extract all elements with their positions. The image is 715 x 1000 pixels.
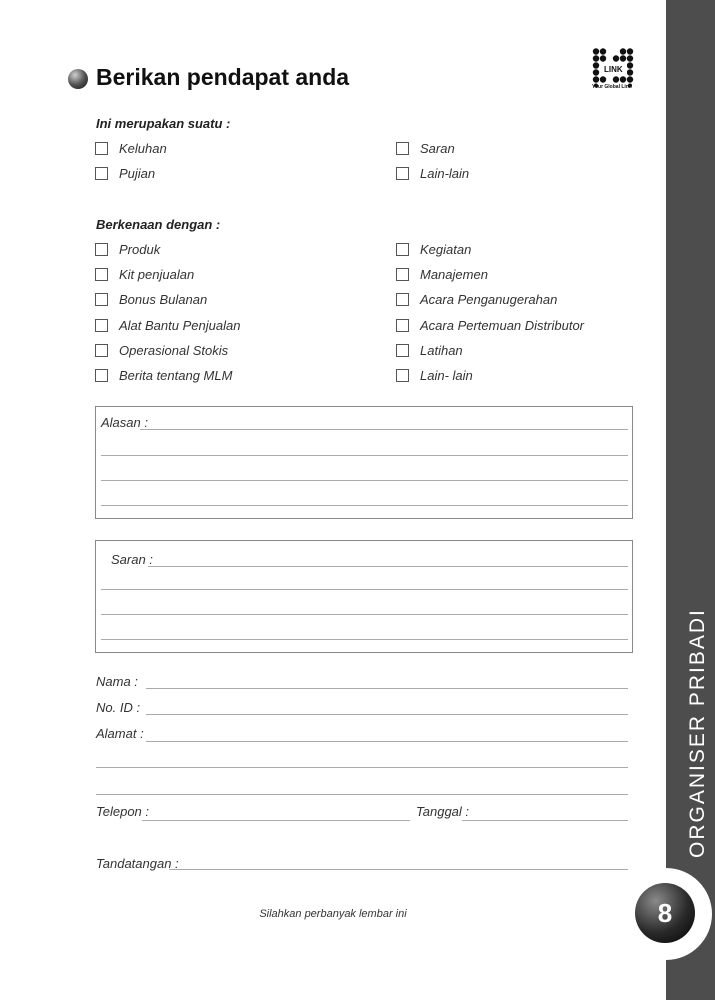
- checkbox-box[interactable]: [396, 167, 409, 180]
- checkbox-keluhan[interactable]: [95, 141, 167, 156]
- checkbox-latihan[interactable]: [396, 343, 463, 358]
- checkbox-label: Pujian: [119, 166, 156, 181]
- checkbox-label: Manajemen: [420, 267, 488, 282]
- page-title: Berikan pendapat anda: [96, 64, 350, 90]
- address-input-line-3[interactable]: [96, 794, 628, 795]
- reason-line[interactable]: [101, 480, 628, 481]
- checkbox-bonus-bulanan[interactable]: [95, 292, 207, 307]
- checkbox-box[interactable]: [95, 243, 108, 256]
- checkbox-manajemen[interactable]: [396, 267, 488, 282]
- checkbox-box[interactable]: [396, 319, 409, 332]
- checkbox-label: Acara Penganugerahan: [420, 292, 558, 307]
- checkbox-acara-pertemuan[interactable]: [396, 318, 584, 333]
- checkbox-box[interactable]: [396, 268, 409, 281]
- checkbox-box[interactable]: [95, 268, 108, 281]
- checkbox-label: Lain- lain: [420, 368, 473, 383]
- reason-box[interactable]: [95, 406, 633, 519]
- address-input-line[interactable]: [146, 741, 628, 742]
- checkbox-box[interactable]: [95, 167, 108, 180]
- checkbox-box[interactable]: [396, 344, 409, 357]
- checkbox-label: Berita tentang MLM: [119, 368, 233, 383]
- checkbox-kit-penjualan[interactable]: [95, 267, 194, 282]
- section-type-label: Ini merupakan suatu :: [96, 116, 231, 131]
- checkbox-acara-penganugerahan[interactable]: [396, 292, 557, 307]
- signature-input-line[interactable]: [169, 869, 628, 870]
- checkbox-box[interactable]: [396, 243, 409, 256]
- id-label: No. ID :: [96, 700, 141, 715]
- checkbox-pujian[interactable]: [95, 166, 155, 181]
- address-input-line-2[interactable]: [96, 767, 628, 768]
- checkbox-box[interactable]: [396, 142, 409, 155]
- logo-word: LINK: [604, 65, 623, 74]
- checkbox-label: Bonus Bulanan: [119, 292, 208, 307]
- checkbox-box[interactable]: [95, 344, 108, 357]
- checkbox-label: Lain-lain: [420, 166, 470, 181]
- checkbox-box[interactable]: [95, 319, 108, 332]
- section-topic-label: Berkenaan dengan :: [96, 217, 221, 232]
- phone-label: Telepon :: [96, 804, 150, 819]
- name-label: Nama :: [96, 674, 138, 689]
- sidebar-title: ORGANISER PRIBADI: [686, 608, 709, 858]
- signature-label: Tandatangan :: [96, 856, 179, 871]
- logo-tagline: Your Global Link: [592, 84, 632, 90]
- phone-input-line[interactable]: [142, 820, 410, 821]
- suggestion-line[interactable]: [101, 589, 628, 590]
- checkbox-label: Alat Bantu Penjualan: [119, 318, 241, 333]
- reason-line[interactable]: [101, 455, 628, 456]
- checkbox-berita-mlm[interactable]: [95, 368, 232, 383]
- checkbox-lain-lain[interactable]: [396, 166, 469, 181]
- name-input-line[interactable]: [146, 688, 628, 689]
- checkbox-label: Produk: [119, 242, 161, 257]
- suggestion-box[interactable]: [95, 540, 633, 653]
- suggestion-line[interactable]: [101, 614, 628, 615]
- checkbox-produk[interactable]: [95, 242, 160, 257]
- checkbox-operasional-stokis[interactable]: [95, 343, 228, 358]
- suggestion-label: Saran :: [111, 552, 153, 567]
- checkbox-box[interactable]: [396, 293, 409, 306]
- checkbox-box[interactable]: [95, 293, 108, 306]
- checkbox-box[interactable]: [95, 142, 108, 155]
- checkbox-label: Acara Pertemuan Distributor: [420, 318, 585, 333]
- checkbox-label: Keluhan: [119, 141, 167, 156]
- reason-line[interactable]: [140, 429, 628, 430]
- page-number: 8: [657, 897, 673, 928]
- title-bullet-icon: [68, 69, 88, 89]
- checkbox-alat-bantu[interactable]: [95, 318, 240, 333]
- date-label: Tanggal :: [416, 804, 470, 819]
- checkbox-label: Kegiatan: [420, 242, 472, 257]
- footer-note: Silahkan perbanyak lembar ini: [259, 908, 407, 920]
- address-label: Alamat :: [96, 726, 144, 741]
- reason-line[interactable]: [101, 505, 628, 506]
- checkbox-box[interactable]: [95, 369, 108, 382]
- checkbox-lain-lain-2[interactable]: [396, 368, 473, 383]
- id-input-line[interactable]: [146, 714, 628, 715]
- checkbox-box[interactable]: [396, 369, 409, 382]
- reason-label: Alasan :: [101, 415, 148, 430]
- checkbox-saran[interactable]: [396, 141, 455, 156]
- checkbox-label: Kit penjualan: [119, 267, 195, 282]
- checkbox-label: Latihan: [420, 343, 463, 358]
- checkbox-label: Operasional Stokis: [119, 343, 229, 358]
- suggestion-line[interactable]: [101, 639, 628, 640]
- checkbox-kegiatan[interactable]: [396, 242, 471, 257]
- suggestion-line[interactable]: [148, 566, 628, 567]
- checkbox-label: Saran: [420, 141, 455, 156]
- date-input-line[interactable]: [462, 820, 628, 821]
